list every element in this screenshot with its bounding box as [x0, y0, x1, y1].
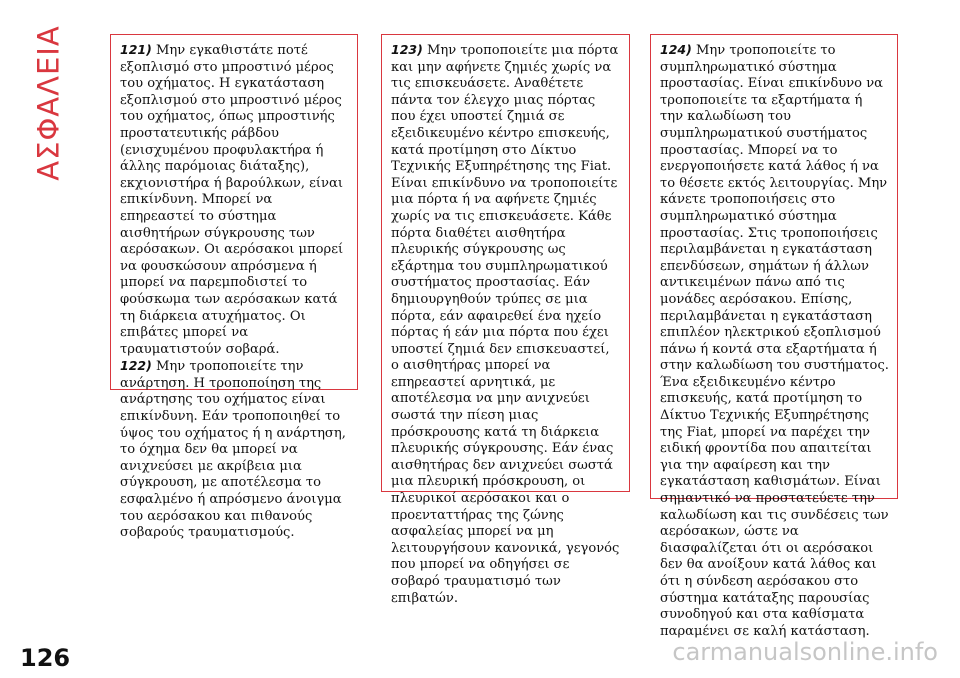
warning-note-124 [660, 42, 889, 640]
note-text: Μην τροποποιείτε το συμπληρωματικό σύστημα προστασίας. Είναι επικίνδυνο να τροποποιείτε τα εξαρτήματα ή την καλωδίωση του συμπληρωματικού συστήματος προστασίας. Μπορεί να το ενεργοποιήσετε κατά λάθος ή να το θέσετε εκτός λειτουργίας. Μην κάνετε τροποποιήσεις στο συμπληρωματικό σύστημα προστασίας. Στις τροποποιήσεις περιλαμβάνεται η εγκατάσταση επενδύσεων, σημάτων ή άλλων αντικειμένων πάνω από τις μονάδες αερόσακου. Επίσης, περιλαμβάνεται η εγκατάσταση επιπλέον ηλεκτρικού εξοπλισμού πάνω ή κοντά στα εξαρτήματα ή στην καλωδίωση του συστήματος. Ένα εξειδικευμένο κέντρο επισκευής, κατά προτίμηση το Δίκτυο Τεχνικής Εξυπηρέτησης της Fiat, μπορεί να παρέχει την ειδική φροντίδα που απαιτείται για την αφαίρεση και την εγκατάσταση καθισμάτων. Είναι σημαντικό να προστατεύετε την καλωδίωση και τις συνδέσεις των αερόσακων, ώστε να διασφαλίζεται ότι οι αερόσακοι δεν θα ανοίξουν κατά λάθος και ότι η σύνδεση αερόσακου στο σύστημα κατάταξης παρουσίας συνοδηγού και στα καθίσματα παραμένει σε καλή κατάσταση. [660, 43, 889, 639]
warning-note-122 [120, 358, 349, 542]
note-number: 123) [391, 42, 423, 57]
note-text: Μην εγκαθιστάτε ποτέ εξοπλισμό στο μπροστινό μέρος του οχήματος. Η εγκατάσταση εξοπλισμού στο μπροστινό μέρος του οχήματος, όπως μπροστινής προστατευτικής ράβδου (ενισχυμένου προφυλακτήρα ή άλλης παρόμοιας διάταξης), εκχιονιστήρα ή βαρούλκων, είναι επικίνδυνη. Μπορεί να επηρεαστεί το σύστημα αισθητήρων σύγκρουσης των αερόσακων. Οι αερόσακοι μπορεί να φουσκώσουν απρόσμενα ή μπορεί να παρεμποδιστεί το φούσκωμα των αερόσακων κατά τη διάρκεια ατυχήματος. Οι επιβάτες μπορεί να τραυματιστούν σοβαρά. [120, 43, 344, 357]
note-text: Μην τροποποιείτε την ανάρτηση. Η τροποποίηση της ανάρτησης του οχήματος είναι επικίνδυνη. Εάν τροποποιηθεί το ύψος του οχήματος ή η ανάρτηση, το όχημα δεν θα μπορεί να ανιχνεύσει με ακρίβεια μια σύγκρουση, με αποτέλεσμα το εσφαλμένο ή απρόσμενο άνοιγμα του αερόσακου και πιθανούς σοβαρούς τραυματισμούς. [120, 359, 346, 541]
warning-box-2 [381, 34, 630, 606]
note-number: 121) [120, 42, 152, 57]
page-number: 126 [20, 644, 71, 672]
note-number: 124) [660, 42, 692, 57]
section-title-text: ΑΣΦΑΛΕΙΑ [32, 25, 67, 181]
warning-note-123 [391, 42, 621, 607]
warning-box-3 [650, 34, 898, 639]
section-title [18, 25, 80, 181]
watermark: carmanualsonline.info [672, 638, 938, 666]
note-number: 122) [120, 358, 152, 374]
warning-box-1 [110, 34, 358, 541]
note-text: Μην τροποποιείτε μια πόρτα και μην αφήνετε ζημιές χωρίς να τις επισκευάσετε. Αναθέτετε πάντα τον έλεγχο μιας πόρτας που έχει υποστεί ζημιά σε εξειδικευμένο κέντρο επισκευής, κατά προτίμηση στο Δίκτυο Τεχνικής Εξυπηρέτησης της Fiat. Είναι επικίνδυνο να τροποποιείτε μια πόρτα ή να αφήνετε ζημιές χωρίς να τις επισκευάσετε. Κάθε πόρτα διαθέτει αισθητήρα πλευρικής σύγκρουσης ως εξάρτημα του συμπληρωματικού συστήματος προστασίας. Εάν δημιουργηθούν τρύπες σε μια πόρτα, εάν αφαιρεθεί ένα ηχείο πόρτας ή εάν μια πόρτα που έχει υποστεί ζημιά δεν επισκευαστεί, ο αισθητήρας μπορεί να επηρεαστεί αρνητικά, με αποτέλεσμα να μην ανιχνεύει σωστά την πίεση μιας πρόσκρουσης κατά τη διάρκεια πλευρικής σύγκρουσης. Εάν ένας αισθητήρας δεν ανιχνεύει σωστά μια πλευρική πρόσκρουση, οι πλευρικοί αερόσακοι και ο προενταττήρας της ζώνης ασφαλείας μπορεί να μη λειτουργήσουν κανονικά, γεγονός που μπορεί να οδηγήσει σε σοβαρό τραυματισμό των επιβατών. [391, 43, 620, 606]
warning-note-121 [120, 42, 349, 358]
